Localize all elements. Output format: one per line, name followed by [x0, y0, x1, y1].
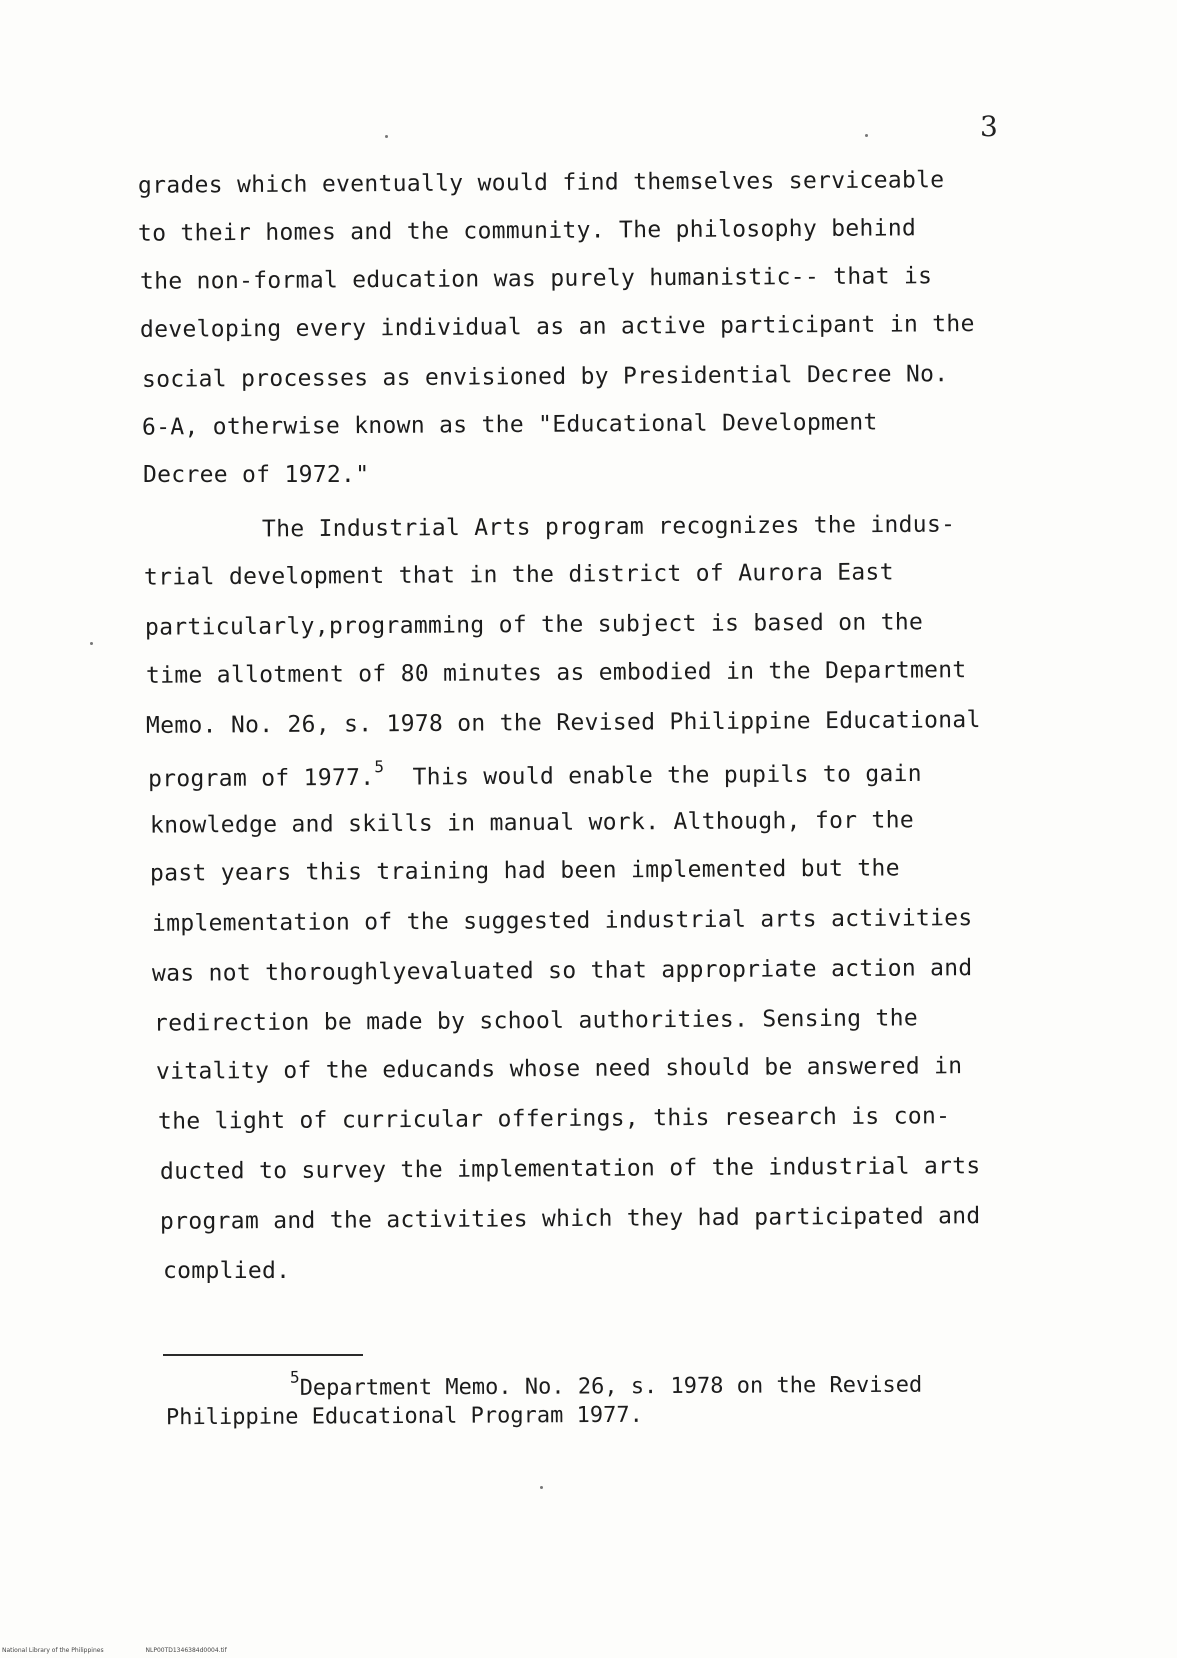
text-line: Decree of 1972."	[143, 462, 370, 488]
text-span: program of 1977.	[147, 764, 375, 793]
scan-speck	[90, 642, 93, 645]
text-line: 6-A, otherwise known as the "Educational Development	[141, 409, 878, 441]
text-line: the non-formal education was purely humanistic-- that is	[139, 263, 933, 295]
footnote-divider	[163, 1354, 363, 1356]
scan-footer	[2, 1647, 267, 1654]
text-line: The Industrial Arts program recognizes the indus-	[261, 511, 956, 543]
text-line: developing every individual as an active participant in the	[139, 311, 975, 343]
scan-speck	[540, 1486, 543, 1489]
text-line: particularly,programming of the subject is based on the	[144, 609, 924, 641]
text-line: past years this training had been implemented but the	[149, 855, 900, 887]
scan-footer-library: National Library of the Philippines	[2, 1647, 104, 1654]
text-line: trial development that in the district of Aurora East	[143, 559, 894, 591]
text-line: time allotment of 80 minutes as embodied in the Department	[145, 657, 967, 689]
text-line: redirection be made by school authorities. Sensing the	[153, 1005, 919, 1037]
text-line: the light of curricular offerings, this research is con-	[157, 1103, 951, 1135]
scan-speck	[865, 134, 868, 137]
footnote-reference: 5	[374, 757, 385, 777]
text-line: Memo. No. 26, s. 1978 on the Revised Philippine Educational	[145, 707, 981, 739]
text-span: This would enable the pupils to gain	[412, 760, 923, 791]
text-line: program and the activities which they had participated and	[159, 1203, 981, 1235]
scan-footer-file-id: NLP00TD1346384d0004.tif	[145, 1647, 227, 1654]
scan-speck	[385, 135, 388, 138]
text-line: vitality of the educands whose need should be answered in	[155, 1053, 963, 1085]
footnote-line: Philippine Educational Program 1977.	[165, 1402, 643, 1431]
text-line: grades which eventually would find themselves serviceable	[137, 167, 945, 199]
text-line	[148, 757, 922, 792]
text-line: implementation of the suggested industrial arts activities	[151, 905, 973, 937]
text-line: knowledge and skills in manual work. Although, for the	[149, 807, 915, 839]
footnote-marker: 5	[289, 1367, 300, 1387]
text-line: complied.	[163, 1258, 291, 1284]
text-line: ducted to survey the implementation of the industrial arts	[159, 1153, 981, 1185]
footnote-line	[290, 1368, 922, 1401]
text-line: was not thoroughlyevaluated so that appropriate action and	[151, 955, 973, 987]
page-number: 3	[980, 110, 998, 143]
text-line: to their homes and the community. The philosophy behind	[137, 215, 917, 247]
footnote-text: Department Memo. No. 26, s. 1978 on the Revised	[299, 1372, 923, 1401]
text-line: social processes as envisioned by Presidential Decree No.	[141, 361, 949, 393]
